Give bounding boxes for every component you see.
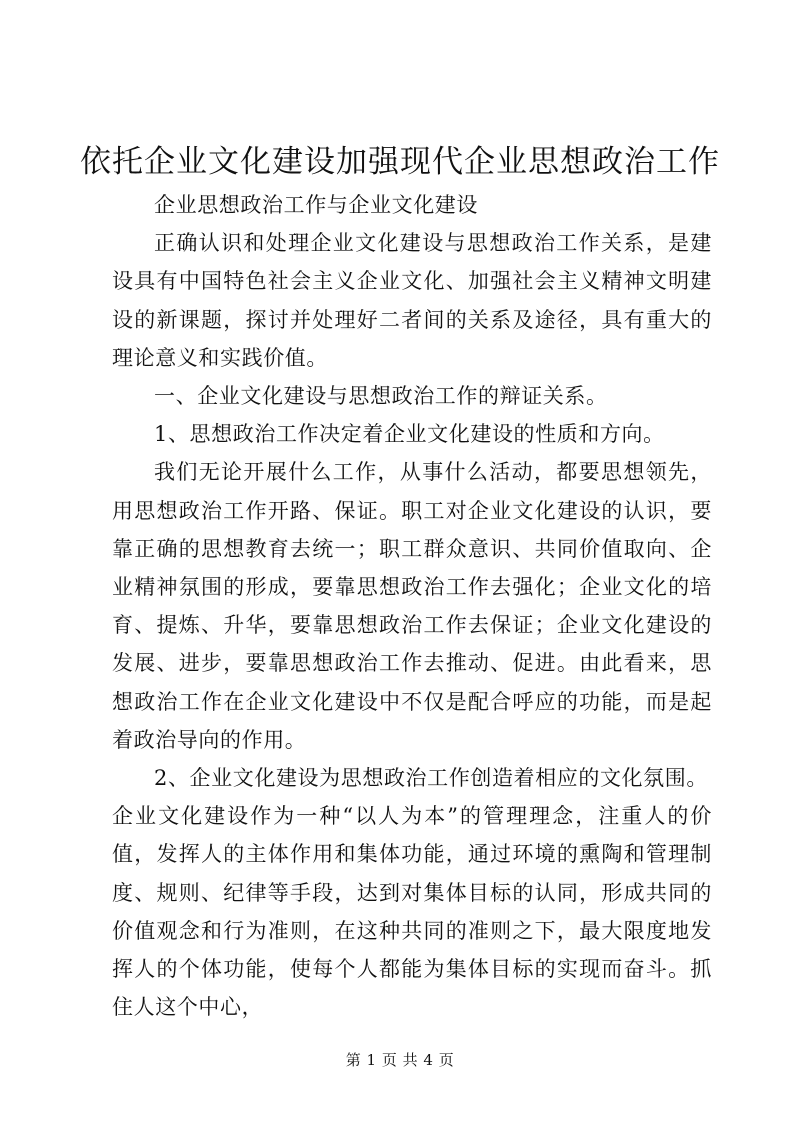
section-heading: 一、企业文化建设与思想政治工作的辩证关系。 — [154, 384, 608, 409]
body-paragraph-1: 我们无论开展什么工作，从事什么活动，都要思想领先，用思想政治工作开路、保证。职工对企业文化建设的认识，要靠正确的思想教育去统一；职工群众意识、共同价值取向、企业精神氛围的形成，要靠思想政治工作去强化；企业文化的培育、提炼、升华，要靠思想政治工作去保证；企业文化建设的发展、进步，要靠思想政治工作去推动、促进。由此看来，思想政治工作在企业文化建设中不仅是配合呼应的功能，而是起着政治导向的作用。 — [112, 460, 712, 752]
intro-paragraph: 正确认识和处理企业文化建设与思想政治工作关系，是建设具有中国特色社会主义企业文化、加强社会主义精神文明建设的新课题，探讨并处理好二者间的关系及途径，具有重大的理论意义和实践价值。 — [112, 231, 712, 370]
page-footer: 第 1 页 共 4 页 — [345, 1051, 455, 1069]
body-paragraph-2: 企业文化建设作为一种“以人为本”的管理理念，注重人的价值，发挥人的主体作用和集体功能，通过环境的熏陶和管理制度、规则、纪律等手段，达到对集体目标的认同，形成共同的价值观念和行为准则，在这种共同的准则之下，最大限度地发挥人的个体功能，使每个人都能为集体目标的实现而奋斗。抓住人这个中心， — [112, 804, 712, 1020]
subtitle-paragraph: 企业思想政治工作与企业文化建设 — [154, 193, 478, 217]
document-title: 依托企业文化建设加强现代企业思想政治工作 — [80, 144, 720, 180]
subsection-heading-1: 1、思想政治工作决定着企业文化建设的性质和方向。 — [154, 422, 665, 447]
document-body — [112, 186, 712, 1026]
subsection-heading-2: 2、企业文化建设为思想政治工作创造着相应的文化氛围。 — [154, 766, 708, 791]
